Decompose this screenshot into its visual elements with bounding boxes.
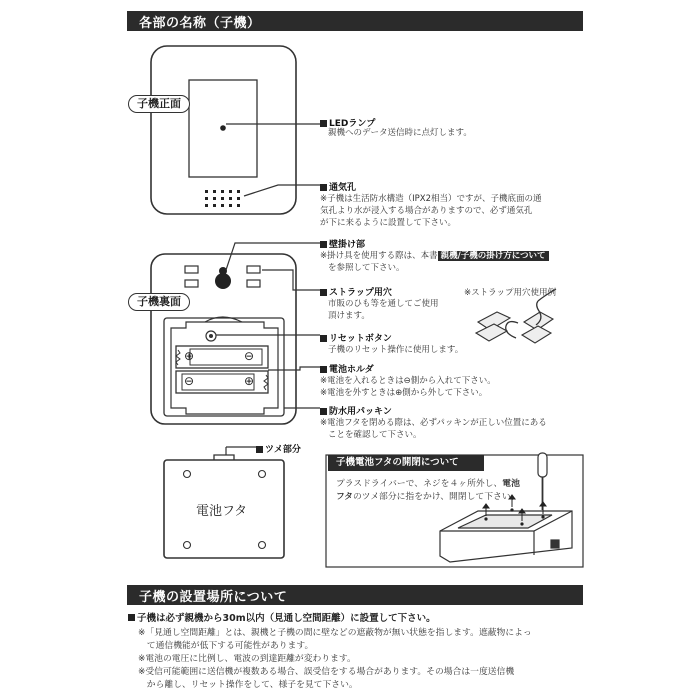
plus-sign-bottom: ⊕ [244,374,255,388]
placement-note-3: ※電池の電圧に比例し、電波の到達距離が変わります。 [138,654,356,664]
section-title-placement: 子機の設置場所について [139,590,288,605]
label-strap-hole: ストラップ用穴 [320,285,392,298]
placement-note-4: ※受信可能範囲に送信機が複数ある場合、誤受信をする場合があります。その場合は一度送信機 [138,667,515,677]
led-lamp-dot [220,125,226,131]
label-led-lamp: LEDランプ [320,116,375,129]
desc-battery-holder-1: ※電池を入れるときは⊖側から入れて下さい。 [320,376,496,386]
placement-note-1: ※「見通し空間距離」とは、親機と子機の間に壁などの遮蔽物が無い状態を指します。遮蔽物によっ [138,628,532,638]
front-tag: 子機正面 [128,95,190,113]
desc-led-lamp: 親機へのデータ送信時に点灯します。 [328,128,472,138]
placement-note-5: から離し、リセット操作をして、様子を見て下さい。 [138,680,358,690]
desc-reset-button: 子機のリセット操作に使用します。 [328,345,464,355]
screwdriver-drawing [538,453,547,510]
placement-headline: 子機は必ず親機から30m以内（見通し空間距離）に設置して下さい。 [128,612,436,626]
desc-strap-hole-2: 頂けます。 [328,311,370,321]
back-tag: 子機裏面 [128,293,190,311]
leader-lines [216,124,320,455]
label-vent: 通気孔 [320,180,356,193]
desc-battery-holder-2: ※電池を外すときは⊕側から外して下さい。 [320,388,488,398]
label-reset-button: リセットボタン [320,331,392,344]
wall-hook-hole [215,273,231,289]
desc-vent-3: が下に来るように設置して下さい。 [320,218,457,228]
label-claw: ツメ部分 [256,442,301,455]
ref-hanging-guide: 親機/子機の掛け方について [438,251,549,261]
open-box-title: 子機電池フタの開閉について [328,455,484,471]
desc-strap-hole-1: 市販のひも等を通してご使用 [328,299,439,309]
open-box-line-1: プラスドライバーで、ネジを４ヶ所外し、電池 [336,479,520,489]
open-box-line-2: フタのツメ部分に指をかけ、開閉して下さい。 [336,492,520,502]
desc-packing-1: ※電池フタを閉める際は、必ずパッキンが正しい位置にある [320,418,547,428]
desc-vent-1: ※子機は生活防水構造（IPX2相当）ですが、子機底面の通 [320,194,542,204]
label-battery-holder: 電池ホルダ [320,362,374,375]
minus-sign-bottom: ⊖ [184,374,195,388]
plus-sign-top: ⊕ [184,349,195,363]
opened-unit-drawing [440,511,572,562]
desc-packing-2: ことを確認して下さい。 [328,430,422,440]
desc-vent-2: 気孔より水が浸入する場合がありますので、必ず通気孔 [320,206,533,216]
label-waterproof-packing: 防水用パッキン [320,404,392,417]
label-wall-hook: 壁掛け部 [320,237,365,250]
desc-wall-hook-1: ※掛け具を使用する際は、本書 親機/子機の掛け方について [320,250,549,262]
section-header-placement [127,585,583,605]
desc-wall-hook-2: を参照して下さい。 [328,263,405,273]
battery-cover-label: 電池フタ [196,504,248,519]
section-title-parts: 各部の名称（子機） [139,16,261,31]
vent-holes [205,190,240,207]
strap-example-note: ※ストラップ用穴使用例 [464,288,556,298]
placement-note-2: て通信機能が低下する可能性があります。 [138,641,314,651]
minus-sign-top: ⊖ [244,349,255,363]
